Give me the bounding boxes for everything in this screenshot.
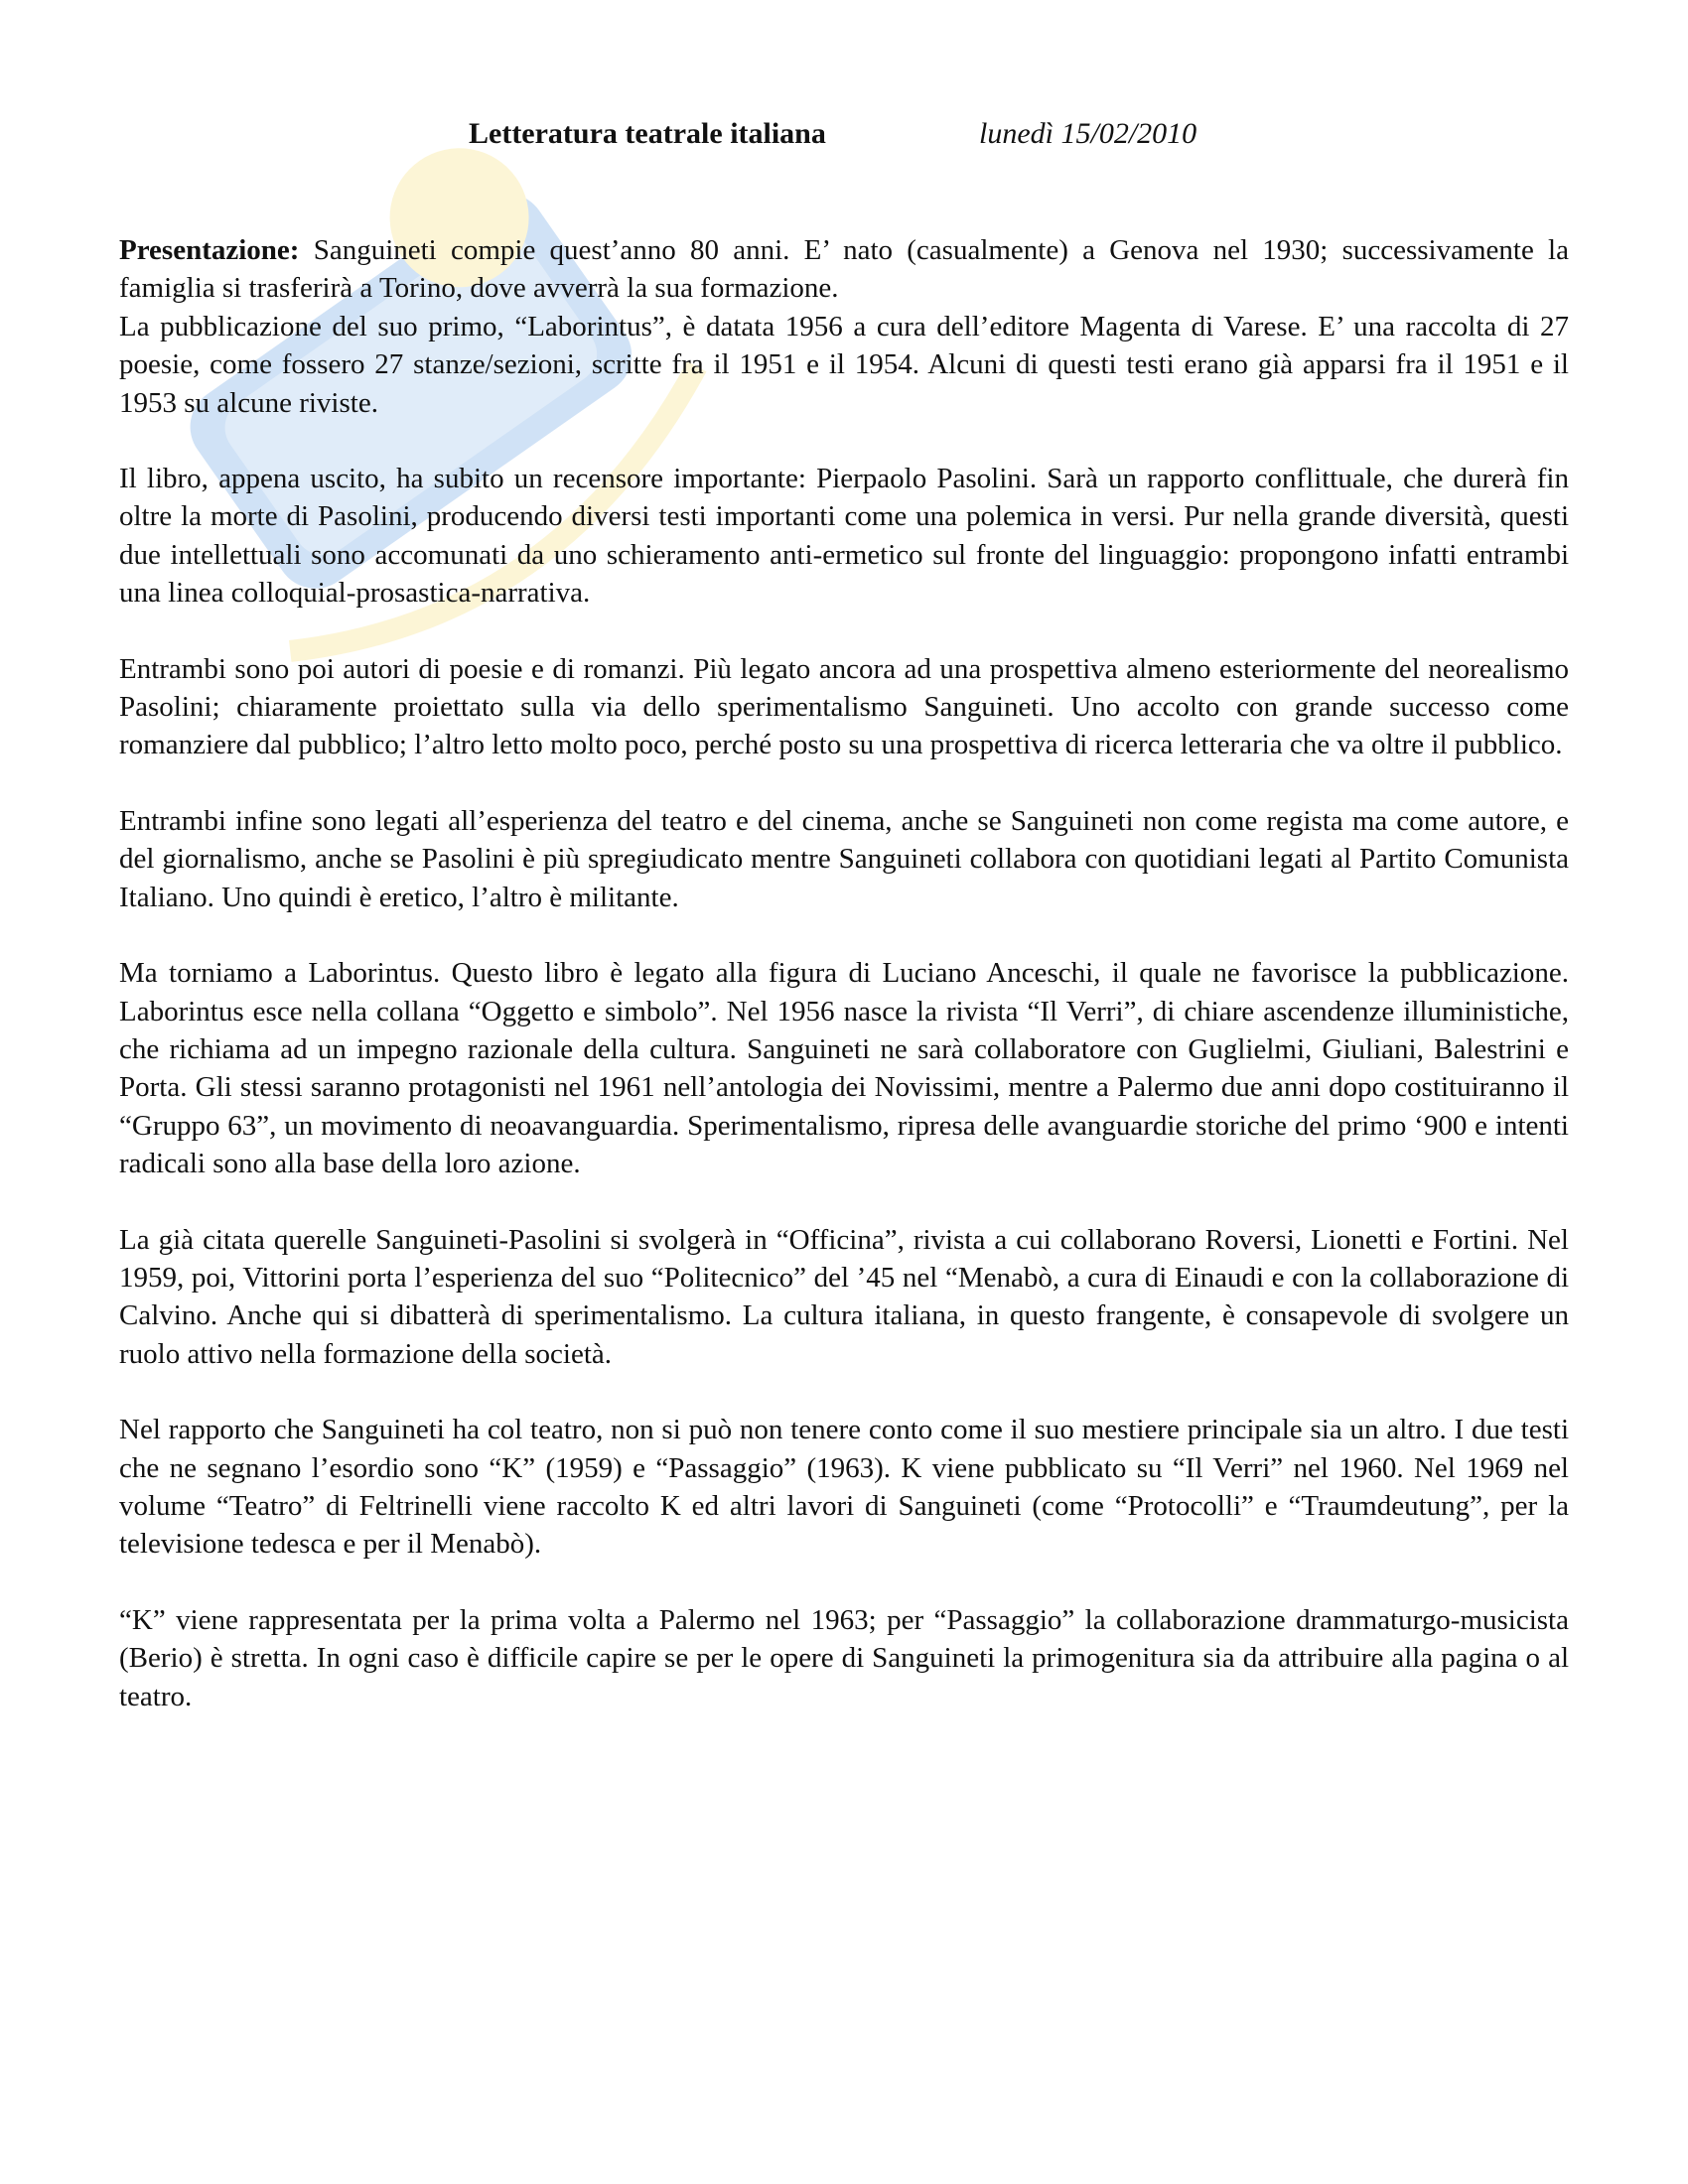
paragraph: “K” viene rappresentata per la prima volta a Palermo nel 1963; per “Passaggio” la collaborazione drammaturgo-musicista (Berio) è stretta. In ogni caso è difficile capire se per le opere di Sanguineti la primogenitura sia da attribuire alla pagina o al teatro.: [119, 1603, 1569, 1712]
paragraph: Nel rapporto che Sanguineti ha col teatro, non si può non tenere conto come il suo mestiere principale sia un altro. I due testi che ne segnano l’esordio sono “K” (1959) e “Passaggio” (1963). K viene pubblicato su “Il Verri” nel 1960. Nel 1969 nel volume “Teatro” di Feltrinelli viene raccolto K ed altri lavori di Sanguineti (come “Protocolli” e “Traumdeutung”, per la televisione tedesca e per il Menabò).: [119, 1414, 1569, 1561]
document-date: lunedì 15/02/2010: [979, 117, 1197, 150]
paragraph: Il libro, appena uscito, ha subito un recensore importante: Pierpaolo Pasolini. Sarà un rapporto conflittuale, che durerà fin oltre la morte di Pasolini, producendo diversi testi importanti come una polemica in versi. Pur nella grande diversità, questi due intellettuali sono accomunati da uno schieramento anti-ermetico sul fronte del linguaggio: propongono infatti entrambi una linea colloquial-prosastica-narrativa.: [119, 463, 1569, 610]
document-body: [119, 231, 1569, 1715]
paragraph: Entrambi infine sono legati all’esperienza del teatro e del cinema, anche se Sanguineti non come regista ma come autore, e del giornalismo, anche se Pasolini è più spregiudicato mentre Sanguineti collabora con quotidiani legati al Partito Comunista Italiano. Uno quindi è eretico, l’altro è militante.: [119, 804, 1569, 913]
paragraph: Ma torniamo a Laborintus. Questo libro è legato alla figura di Luciano Anceschi, il quale ne favorisce la pubblicazione. Laborintus esce nella collana “Oggetto e simbolo”. Nel 1956 nasce la rivista “Il Verri”, di chiare ascendenze illuministiche, che richiama ad un impegno razionale della cultura. Sanguineti ne sarà collaboratore con Guglielmi, Giuliani, Balestrini e Porta. Gli stessi saranno protagonisti nel 1961 nell’antologia dei Novissimi, mentre a Palermo due anni dopo costituiranno il “Gruppo 63”, un movimento di neoavanguardia. Sperimentalismo, ripresa delle avanguardie storiche del primo ‘900 e intenti radicali sono alla base della loro azione.: [119, 957, 1569, 1180]
paragraph: La già citata querelle Sanguineti-Pasolini si svolgerà in “Officina”, rivista a cui collaborano Roversi, Lionetti e Fortini. Nel 1959, poi, Vittorini porta l’esperienza del suo “Politecnico” del ’45 nel “Menabò, a cura di Einaudi e con la collaborazione di Calvino. Anche qui si dibatterà di sperimentalismo. La cultura italiana, in questo frangente, è consapevole di svolgere un ruolo attivo nella formazione della società.: [119, 1223, 1569, 1370]
document-page: [119, 117, 1569, 1715]
paragraph: [119, 231, 1569, 308]
document-header: [119, 117, 1569, 157]
paragraph: Entrambi sono poi autori di poesie e di romanzi. Più legato ancora ad una prospettiva almeno esteriormente del neorealismo Pasolini; chiaramente proiettato sulla via dello sperimentalismo Sanguineti. Uno accolto con grande successo come romanziere dal pubblico; l’altro letto molto poco, perché posto su una prospettiva di ricerca letteraria che va oltre il pubblico.: [119, 652, 1569, 761]
paragraph: La pubblicazione del suo primo, “Laborintus”, è datata 1956 a cura dell’editore Magenta di Varese. E’ una raccolta di 27 poesie, come fossero 27 stanze/sezioni, scritte fra il 1951 e il 1954. Alcuni di questi testi erano già apparsi fra il 1951 e il 1953 su alcune riviste.: [119, 310, 1569, 419]
presentation-label: Presentazione:: [119, 234, 300, 266]
document-title: Letteratura teatrale italiana: [469, 117, 826, 150]
paragraph-text: Sanguineti compie quest’anno 80 anni. E’ nato (casualmente) a Genova nel 1930; successivamente la famiglia si trasferirà a Torino, dove avverrà la sua formazione.: [119, 234, 1569, 305]
